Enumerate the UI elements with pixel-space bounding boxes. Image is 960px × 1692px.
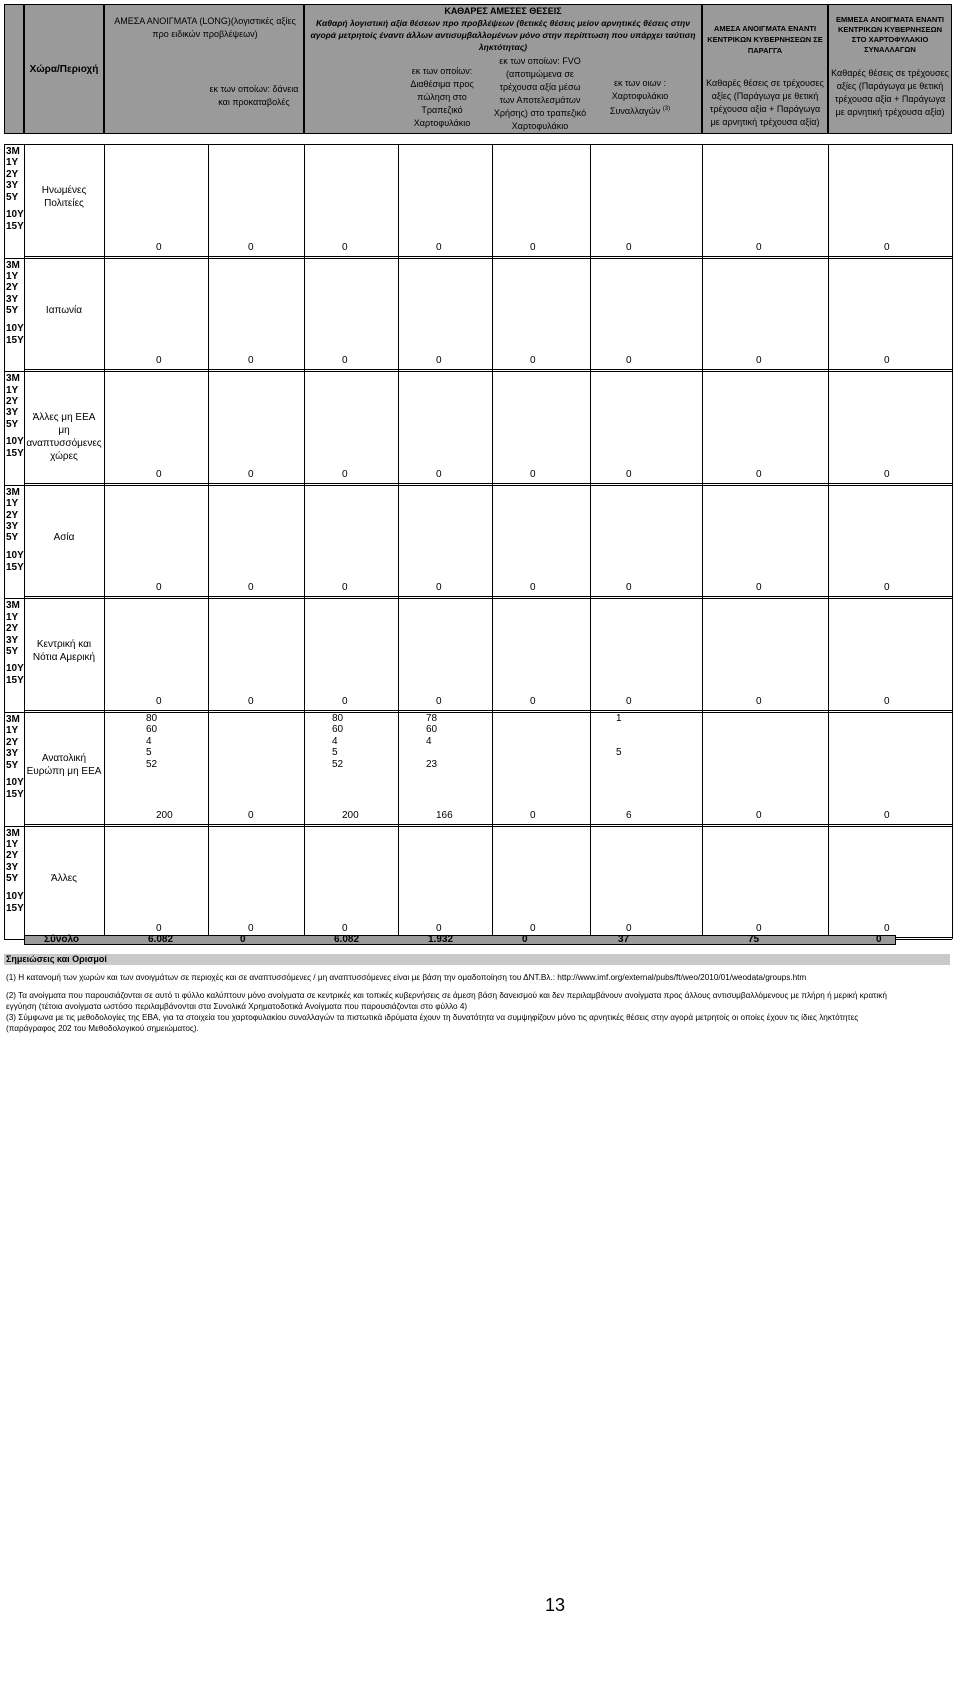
maturity-label: 3Y	[6, 180, 19, 192]
region-total-value: 0	[884, 582, 890, 594]
detail-value: 23	[426, 758, 438, 770]
detail-value: 80	[146, 713, 158, 724]
maturity-label: 1Y	[6, 725, 19, 737]
maturity-label: 15Y	[6, 221, 24, 232]
region-label: Ιαπωνία	[45, 304, 83, 316]
header-deriv-banking	[702, 4, 828, 134]
note-3a: (3) Σύμφωνα με τις μεθοδολογίες της ΕΒΑ, για τα στοιχεία του χαρτοφυλακίου συναλλαγών τα πιστωτικά ιδρύματα έχουν τη δυνατότητα να συμψηφίζουν μόνο τις αρνητικές θέσεις στην αγορά μετρητοίς οι οποίες έχουν τις ίδιες ληκτότητες	[6, 1013, 859, 1022]
direct-long-title: ΑΜΕΣΑ ΑΝΟΙΓΜΑΤΑ (LONG)(λογιστικές αξίες προ ειδικών προβλέψεων)	[114, 16, 296, 39]
trading-sub-text: εκ των οιων : Χαρτοφυλάκιο Συναλλαγών	[609, 78, 669, 116]
detail-value: 4	[332, 735, 338, 747]
region-total-value: 0	[756, 582, 762, 594]
region-total-value: 0	[342, 696, 348, 707]
maturity-label: 1Y	[6, 839, 19, 850]
maturity-label: 15Y	[6, 675, 24, 687]
region-total-value: 0	[248, 809, 254, 821]
note-2b: εγγύηση (τέτοια ανοίγματα ωστόσο περιλαμβάνονται στα Συνολικά Χρηματοδοτικά Ανοίγματα που παρουσιάζονται στο φύλλο 4)	[6, 1002, 468, 1011]
maturity-label: 2Y	[6, 509, 19, 521]
region-total-value: 6	[626, 809, 632, 821]
grid-hline	[4, 144, 952, 145]
maturity-label: 3Y	[6, 861, 19, 873]
maturity-label: 2Y	[6, 623, 19, 635]
grid-hline	[24, 483, 952, 484]
grid-vline	[952, 144, 953, 939]
indirect-sub: Καθαρές θέσεις σε τρέχουσες αξίες (Παράγωγα με θετική τρέχουσα αξία + Παράγωγα με αρνητική τρέχουσα αξία)	[831, 68, 949, 117]
grid-hline	[4, 598, 952, 599]
maturity-label: 3Y	[6, 293, 19, 305]
region-total-value: 0	[156, 355, 162, 367]
region-total-value: 0	[248, 468, 254, 480]
afs-sub: εκ των οποίων: Διαθέσιμα προς πώληση στο Τραπεζικό Χαρτοφυλάκιο	[410, 66, 474, 128]
region-total-value: 0	[884, 696, 890, 707]
region-total-value: 0	[530, 809, 536, 821]
region-total-value: 0	[884, 355, 890, 367]
region-total-value: 200	[342, 809, 359, 821]
grid-hline	[4, 485, 952, 486]
maturity-label: 1Y	[6, 611, 19, 623]
maturity-label: 5Y	[6, 646, 19, 657]
maturity-label: 5Y	[6, 305, 19, 317]
region-total-value: 0	[530, 355, 536, 367]
maturity-label: 5Y	[6, 759, 19, 771]
region-total-value: 0	[156, 696, 162, 707]
total-label: Σύνολο	[44, 934, 80, 945]
detail-value: 5	[146, 747, 152, 759]
maturity-label: 10Y	[6, 663, 24, 675]
grid-vline	[304, 144, 305, 939]
grid-vline	[208, 144, 209, 939]
region-total-value: 0	[884, 923, 890, 935]
region-total-value: 0	[756, 696, 762, 707]
maturity-label: 15Y	[6, 789, 24, 800]
region-total-value: 0	[756, 923, 762, 935]
region-total-value: 0	[342, 241, 348, 253]
region-total-value: 0	[626, 241, 632, 253]
total-value: 75	[748, 934, 760, 945]
deriv-banking-sub: Καθαρές θέσεις σε τρέχουσες αξίες (Παράγωγα με θετική τρέχουσα αξία + Παράγωγα με αρνητική τρέχουσα αξία)	[706, 78, 824, 127]
region-label: Άλλες μη ΕΕΑ μη αναπτυσσόμενες χώρες	[26, 412, 102, 463]
total-value: 37	[618, 934, 630, 945]
region-col-label: Χώρα/Περιοχή	[29, 64, 99, 75]
region-total-value: 0	[156, 468, 162, 480]
maturity-label: 10Y	[6, 322, 24, 334]
note-1: (1) Η κατανομή των χωρών και των ανοιγμάτων σε περιοχές και σε αναπτυσσόμενες / μη αναπτυσσόμενες είναι με βάση την ομαδοποίηση του ΔΝΤ.Βλ.: http://www.imf.org/external/pubs/ft/weo/2010/01/weodata/groups.htm	[6, 973, 807, 982]
region-total-value: 0	[626, 582, 632, 594]
region-total-value: 0	[756, 241, 762, 253]
grid-hline	[4, 258, 952, 259]
detail-value: 60	[146, 724, 158, 736]
maturity-label: 1Y	[6, 271, 19, 282]
maturity-label: 15Y	[6, 448, 24, 460]
grid-vline	[4, 144, 5, 939]
maturity-label: 5Y	[6, 532, 19, 544]
detail-value: 5	[332, 747, 338, 759]
detail-value: 1	[616, 713, 622, 724]
maturity-label: 2Y	[6, 168, 19, 180]
trading-sub	[595, 77, 685, 118]
region-total-value: 0	[248, 696, 254, 707]
header-maturity	[4, 4, 24, 134]
detail-value: 4	[426, 735, 432, 747]
detail-value: 80	[332, 713, 344, 724]
direct-long-sub: εκ των οποίων: δάνεια και προκαταβολές	[209, 84, 299, 107]
grid-hline	[24, 369, 952, 370]
region-total-value: 0	[156, 582, 162, 594]
region-label: Άλλες	[51, 872, 77, 884]
region-total-value: 0	[248, 923, 254, 935]
maturity-label: 3M	[6, 600, 20, 612]
grid-hline	[24, 710, 952, 711]
detail-value: 52	[332, 758, 344, 770]
region-total-value: 0	[530, 696, 536, 707]
indirect-title: ΕΜΜΕΣΑ ΑΝΟΙΓΜΑΤΑ ΕΝΑΝΤΙ ΚΕΝΤΡΙΚΩΝ ΚΥΒΕΡΝΗΣΕΩΝ ΣΤΟ ΧΑΡΤΟΦΥΛΑΚΙΟ ΣΥΝΑΛΛΑΓΩΝ	[836, 15, 944, 54]
region-total-value: 0	[248, 582, 254, 594]
maturity-label: 15Y	[6, 334, 24, 346]
fvo-sub: εκ των οποίων: FVO (αποτιμώμενα σε τρέχουσα αξία μέσω των Αποτελεσμάτων Χρήσης) στο τραπεζικό Χαρτοφυλάκιο	[493, 56, 587, 131]
maturity-label: 3M	[6, 486, 20, 498]
region-total-value: 0	[530, 582, 536, 594]
maturity-label: 3M	[6, 259, 20, 271]
header-region	[24, 4, 104, 134]
maturity-label: 2Y	[6, 736, 19, 748]
region-total-value: 0	[248, 241, 254, 253]
region-total-value: 0	[436, 241, 442, 253]
maturity-label: 3Y	[6, 521, 19, 532]
detail-value: 5	[616, 747, 622, 759]
region-total-value: 0	[626, 468, 632, 480]
grid-hline	[24, 596, 952, 597]
maturity-label: 2Y	[6, 850, 19, 862]
maturity-label: 3Y	[6, 407, 19, 419]
region-total-value: 0	[884, 241, 890, 253]
net-direct-title: ΚΑΘΑΡΕΣ ΑΜΕΣΕΣ ΘΕΣΕΙΣ	[444, 6, 562, 16]
region-total-value: 0	[530, 241, 536, 253]
total-value: 0	[240, 934, 246, 945]
region-total-value: 0	[156, 923, 162, 935]
detail-value: 78	[426, 713, 438, 724]
maturity-label: 10Y	[6, 209, 24, 220]
region-total-value: 0	[342, 355, 348, 367]
region-label: Ανατολική Ευρώπη μη ΕΕΑ	[26, 753, 102, 777]
maturity-label: 10Y	[6, 890, 24, 902]
maturity-label: 2Y	[6, 396, 19, 407]
maturity-label: 15Y	[6, 902, 24, 914]
maturity-label: 5Y	[6, 191, 19, 203]
note-2a: (2) Τα ανοίγματα που παρουσιάζονται σε αυτό τι φύλλο καλύπτουν μόνο ανοίγματα σε κεντρικές και τοπικές κυβερνήσεις σε άμεση βάση δανεισμού και δεν περιλαμβάνουν ανοίγματα προς άλλους αντισυμβαλλόμενους με πλήρη ή μερική κρατική	[6, 991, 887, 1000]
net-direct-desc: Καθαρή λογιστική αξία θέσεων προ προβλέψεων (θετικές θέσεις μείον αρνητικές θέσεις στην αγορά μετρητοίς έναντι άλλων αντισυμβαλλομένων μόνο στην περίπτωση που υπάρχει ταύτιση ληκτότητας)	[310, 18, 696, 52]
region-total-value: 0	[756, 809, 762, 821]
notes-title: Σημειώσεις και Ορισμοί	[6, 954, 107, 964]
deriv-banking-title: ΑΜΕΣΑ ΑΝΟΙΓΜΑΤΑ ΕΝΑΝΤΙ ΚΕΝΤΡΙΚΩΝ ΚΥΒΕΡΝΗΣΕΩΝ ΣΕ ΠΑΡΑΓΓΑ	[707, 24, 823, 55]
region-total-value: 0	[342, 468, 348, 480]
region-total-value: 0	[530, 923, 536, 935]
page-number: 13	[545, 1595, 566, 1615]
maturity-label: 3M	[6, 146, 20, 157]
maturity-label: 3M	[6, 714, 20, 725]
detail-value: 4	[146, 735, 152, 747]
region-total-value: 0	[756, 355, 762, 367]
grid-vline	[828, 144, 829, 939]
grid-hline	[4, 826, 952, 827]
total-value: 6.082	[334, 934, 360, 945]
maturity-label: 3Y	[6, 748, 19, 760]
total-value: 1.932	[428, 934, 454, 945]
maturity-label: 3M	[6, 827, 20, 839]
maturity-label: 1Y	[6, 498, 19, 510]
grid-hline	[24, 824, 952, 825]
region-total-value: 0	[626, 696, 632, 707]
region-total-value: 0	[436, 468, 442, 480]
notes-bar	[4, 954, 950, 965]
region-total-value: 0	[756, 468, 762, 480]
maturity-label: 3M	[6, 373, 20, 385]
maturity-label: 3Y	[6, 634, 19, 646]
grid-vline	[398, 144, 399, 939]
header-net-direct	[304, 4, 702, 134]
region-total-value: 0	[342, 582, 348, 594]
region-total-value: 0	[884, 809, 890, 821]
maturity-label: 5Y	[6, 418, 19, 430]
grid-vline	[702, 144, 703, 939]
region-total-value: 0	[626, 355, 632, 367]
maturity-label: 15Y	[6, 561, 24, 573]
region-label: Κεντρική και Νότια Αμερική	[32, 639, 96, 664]
region-total-value: 0	[436, 696, 442, 707]
header-indirect	[828, 4, 952, 134]
total-value: 6.082	[148, 934, 174, 945]
region-total-value: 0	[436, 355, 442, 367]
detail-value: 60	[426, 724, 438, 736]
maturity-label: 10Y	[6, 549, 24, 561]
region-total-value: 166	[436, 809, 453, 821]
total-value: 0	[876, 934, 882, 945]
header-direct-long	[104, 4, 304, 134]
grid-vline	[24, 144, 25, 939]
region-total-value: 0	[248, 355, 254, 367]
maturity-label: 10Y	[6, 436, 24, 448]
region-label: Ηνωμένες Πολιτείες	[41, 185, 87, 209]
maturity-label: 10Y	[6, 777, 24, 788]
region-total-value: 0	[436, 923, 442, 935]
region-label: Ασία	[53, 531, 75, 543]
region-total-value: 0	[342, 923, 348, 935]
region-total-value: 0	[436, 582, 442, 594]
grid-vline	[104, 144, 105, 939]
region-total-value: 0	[626, 923, 632, 935]
grid-hline	[24, 256, 952, 257]
region-total-value: 0	[530, 468, 536, 480]
maturity-label: 1Y	[6, 157, 19, 169]
maturity-label: 5Y	[6, 873, 19, 885]
region-total-value: 0	[156, 241, 162, 253]
maturity-label: 2Y	[6, 282, 19, 294]
maturity-label: 1Y	[6, 384, 19, 396]
grid-vline	[492, 144, 493, 939]
note-3b: (παράγραφος 202 του Μεθοδολογικού σημειώματος).	[6, 1024, 199, 1033]
region-total-value: 0	[884, 468, 890, 480]
trading-sub-sup: (3)	[662, 106, 671, 112]
detail-value: 52	[146, 758, 158, 770]
total-value: 0	[522, 934, 528, 945]
grid-vline	[590, 144, 591, 939]
region-total-value: 200	[156, 809, 173, 821]
grid-hline	[4, 371, 952, 372]
detail-value: 60	[332, 724, 344, 736]
